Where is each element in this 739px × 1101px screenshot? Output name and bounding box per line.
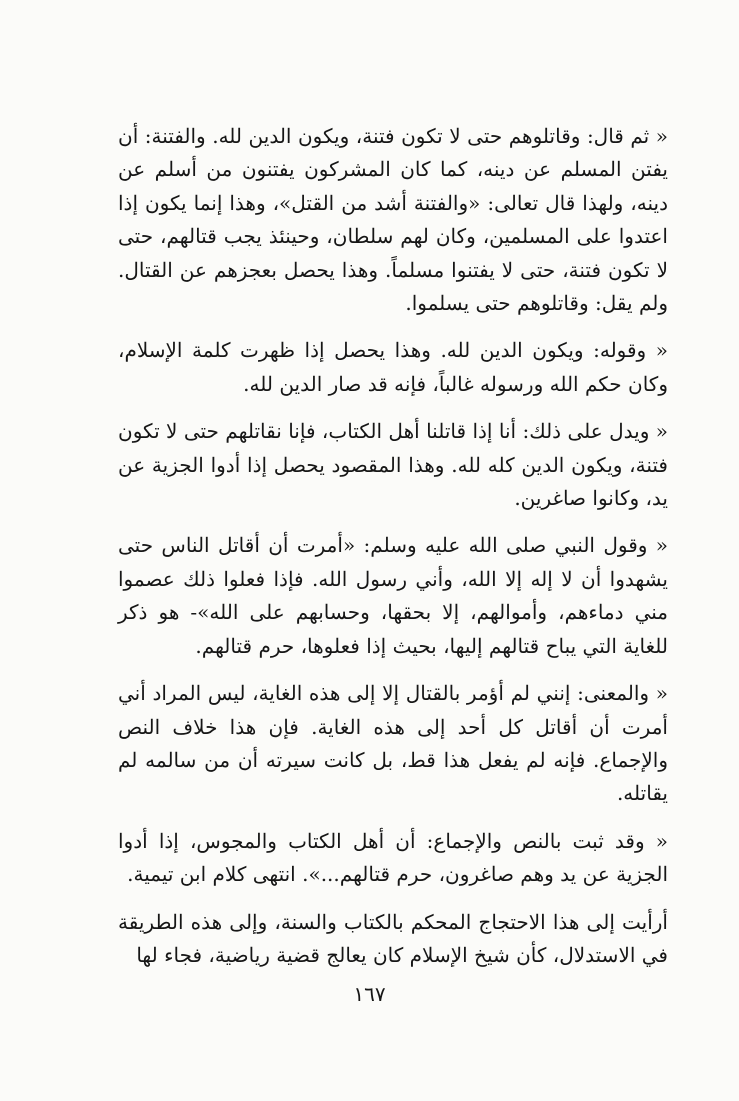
paragraph-1: « ثم قال: وقاتلوهم حتى لا تكون فتنة، ويكون الدين لله. والفتنة: أن يفتن المسلم عن دينه، كما كان المشركون يفتنون من أسلم عن دينه، ولهذا قال تعالى: «والفتنة أشد من القتل»، وهذا إنما يكون إذا اعتدوا على المسلمين، وكان لهم سلطان، وحينئذ يجب قتالهم، حتى لا تكون فتنة، حتى لا يفتنوا مسلماً. وهذا يحصل بعجزهم عن القتال. ولم يقل: وقاتلوهم حتى يسلموا. <box>118 124 668 316</box>
paragraph-3: « ويدل على ذلك: أنا إذا قاتلنا أهل الكتاب، فإنا نقاتلهم حتى لا تكون فتنة، ويكون الدين كله لله. وهذا المقصود يحصل إذا أدوا الجزية عن يد، وكانوا صاغرين. <box>118 419 668 511</box>
page-body-text <box>118 120 668 986</box>
paragraph-7: أرأيت إلى هذا الاحتجاج المحكم بالكتاب والسنة، وإلى هذه الطريقة في الاستدلال، كأن شيخ الإسلام كان يعالج قضية رياضية، فجاء لها <box>118 909 668 967</box>
page-number: ١٦٧ <box>353 982 386 1006</box>
paragraph-6: « وقد ثبت بالنص والإجماع: أن أهل الكتاب والمجوس، إذا أدوا الجزية عن يد وهم صاغرون، حرم قتالهم...». انتهى كلام ابن تيمية. <box>118 828 668 887</box>
paragraph-4: « وقول النبي صلى الله عليه وسلم: «أمرت أن أقاتل الناس حتى يشهدوا أن لا إله إلا الله، وأني رسول الله. فإذا فعلوا ذلك عصموا مني دماءهم، وأموالهم، إلا بحقها، وحسابهم على الله»- هو ذكر للغاية التي يباح قتالهم إليها، بحيث إذا فعلوها، حرم قتالهم. <box>118 533 669 658</box>
paragraph-2: « وقوله: ويكون الدين لله. وهذا يحصل إذا ظهرت كلمة الإسلام، وكان حكم الله ورسوله غالباً، فإنه قد صار الدين لله. <box>118 338 668 396</box>
paragraph-5: « والمعنى: إنني لم أؤمر بالقتال إلا إلى هذه الغاية، ليس المراد أني أمرت أن أقاتل كل أحد إلى هذه الغاية. فإن هذا خلاف النص والإجماع. فإنه لم يفعل هذا قط، بل كانت سيرته أن من سالمه لم يقاتله. <box>118 681 668 806</box>
